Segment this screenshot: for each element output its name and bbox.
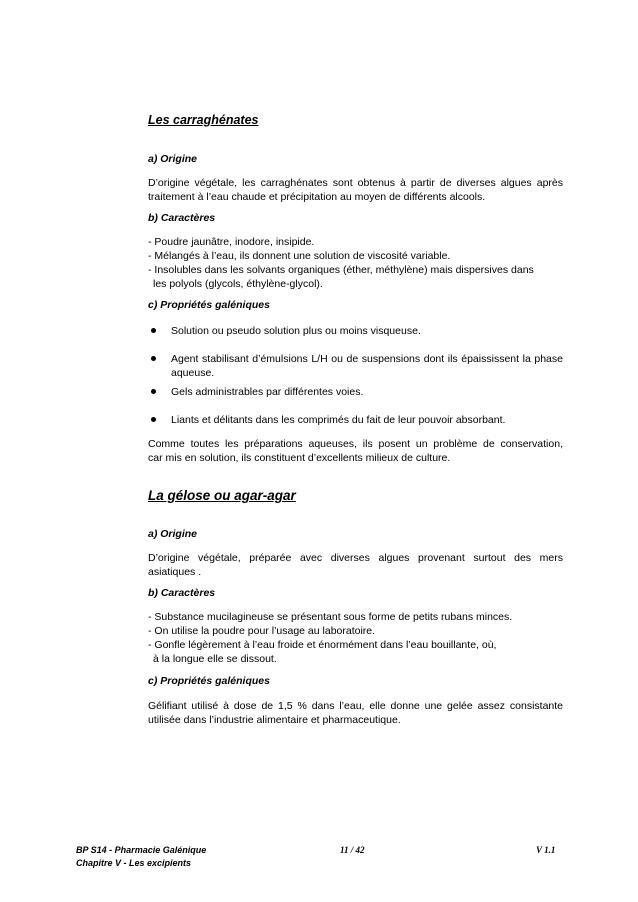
list-item bbox=[148, 324, 563, 338]
paragraph-caracteres bbox=[148, 235, 563, 291]
text-line: - Insolubles dans les solvants organiques (éther, méthylène) mais dispersives dans bbox=[148, 264, 534, 276]
text-line: - Mélangés à l’eau, ils donnent une solution de viscosité variable. bbox=[148, 250, 451, 262]
text-line: D’origine végétale, les carraghénates sont obtenus à partir de diverses algues après bbox=[148, 177, 563, 189]
heading-proprietes: c) Propriétés galéniques bbox=[148, 675, 270, 687]
section-title-carraghenates: Les carraghénates bbox=[148, 113, 259, 127]
text-line: asiatiques . bbox=[148, 566, 202, 578]
text-line: Gélifiant utilisé à dose de 1,5 % dans l’eau, elle donne une gelée assez consistante bbox=[148, 700, 563, 712]
text-line: - Gonfle légèrement à l’eau froide et énormément dans l’eau bouillante, où, bbox=[148, 639, 497, 651]
version-text: V 1.1 bbox=[536, 845, 556, 855]
footer-left bbox=[76, 844, 206, 870]
text-line: à la longue elle se dissout. bbox=[153, 653, 277, 665]
bullet-icon bbox=[151, 389, 156, 394]
paragraph-proprietes bbox=[148, 699, 563, 727]
paragraph-conclusion bbox=[148, 437, 563, 465]
paragraph-caracteres bbox=[148, 610, 563, 666]
list-item-text: Liants et délitants dans les comprimés du fait de leur pouvoir absorbant. bbox=[171, 414, 506, 426]
page-number-text: 11 / 42 bbox=[340, 845, 365, 855]
list-item-text: Gels administrables par différentes voies. bbox=[171, 386, 364, 398]
text-line: Comme toutes les préparations aqueuses, ils posent un problème de conservation, bbox=[148, 438, 563, 450]
bullet-icon bbox=[151, 417, 156, 422]
heading-proprietes: c) Propriétés galéniques bbox=[148, 299, 270, 311]
footer-chapter: Chapitre V - Les excipients bbox=[76, 858, 192, 868]
footer-course-title: BP S14 - Pharmacie Galénique bbox=[76, 845, 207, 855]
heading-caracteres: b) Caractères bbox=[148, 212, 216, 224]
list-item-text: Agent stabilisant d’émulsions L/H ou de suspensions dont ils épaississent la phase aqueuse. bbox=[171, 353, 563, 379]
footer-page-number bbox=[340, 844, 365, 857]
text-line: - Poudre jaunâtre, inodore, insipide. bbox=[148, 236, 315, 248]
heading-caracteres: b) Caractères bbox=[148, 587, 216, 599]
text-line: traitement à l’eau chaude et précipitation au moyen de différents alcools. bbox=[148, 191, 486, 203]
list-item bbox=[148, 385, 563, 399]
bullet-icon bbox=[151, 356, 156, 361]
text-line: - On utilise la poudre pour l’usage au laboratoire. bbox=[148, 625, 376, 637]
bullet-icon bbox=[151, 328, 156, 333]
footer-version bbox=[536, 844, 555, 857]
text-line: D’origine végétale, préparée avec diverses algues provenant surtout des mers bbox=[148, 552, 563, 564]
heading-origine: a) Origine bbox=[148, 153, 198, 165]
list-item-text: Solution ou pseudo solution plus ou moins visqueuse. bbox=[171, 325, 421, 337]
section-title-gelose: La gélose ou agar-agar bbox=[148, 488, 296, 503]
list-item bbox=[148, 413, 563, 427]
text-line: - Substance mucilagineuse se présentant sous forme de petits rubans minces. bbox=[148, 611, 513, 623]
list-item bbox=[148, 352, 563, 380]
text-line: utilisée dans l’industrie alimentaire et pharmaceutique. bbox=[148, 714, 401, 726]
paragraph-origine bbox=[148, 551, 563, 579]
paragraph-origine bbox=[148, 176, 563, 204]
text-line: car mis en solution, ils constituent d’excellents milieux de culture. bbox=[148, 452, 451, 464]
heading-origine: a) Origine bbox=[148, 528, 198, 540]
text-line: les polyols (glycols, éthylène-glycol). bbox=[153, 278, 323, 290]
